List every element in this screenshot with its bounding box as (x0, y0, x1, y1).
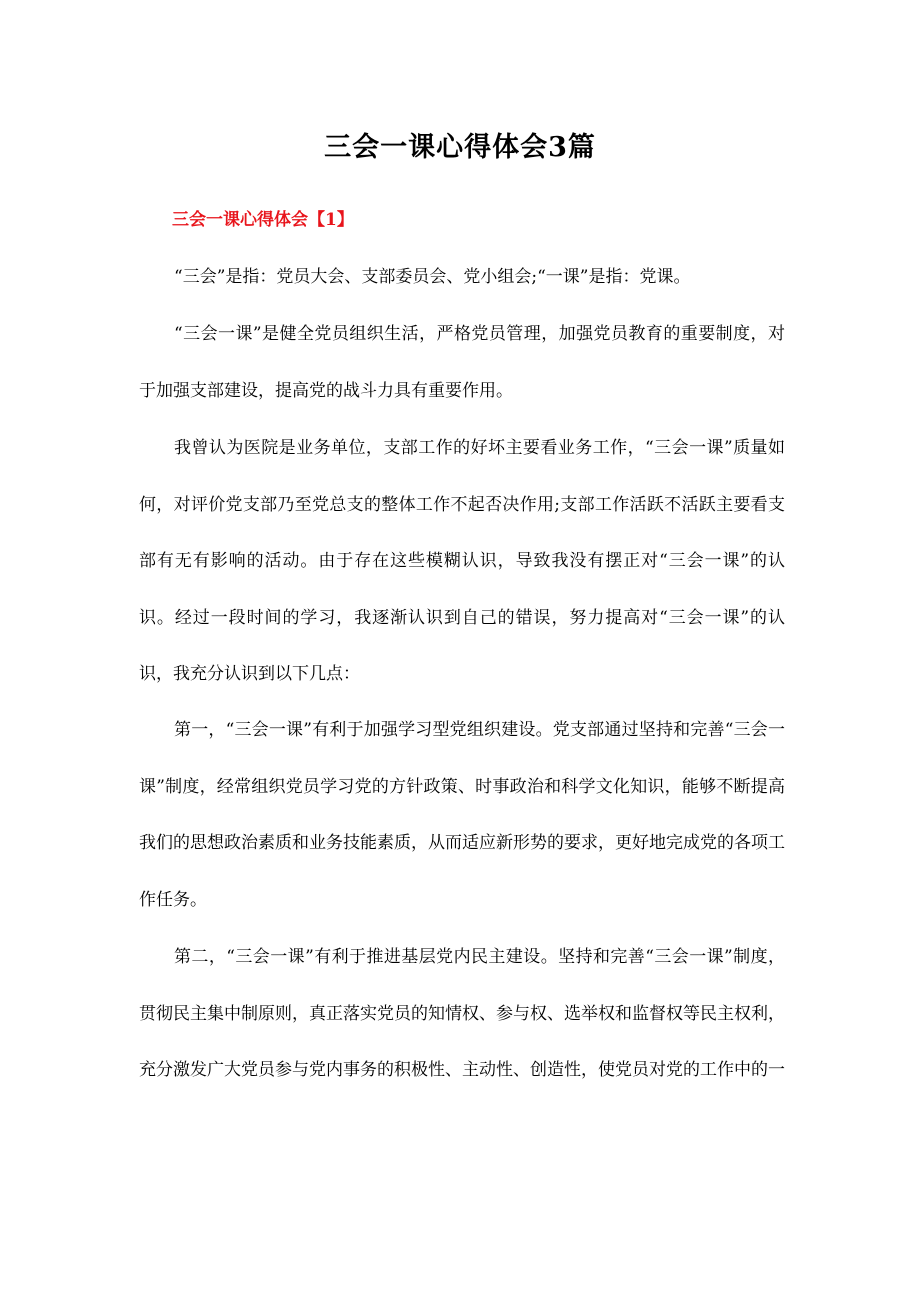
paragraph-2: “三会一课”是健全党员组织生活，严格党员管理，加强党员教育的重要制度，对于加强支部建设，提高党的战斗力具有重要作用。 (139, 324, 785, 401)
paragraph-5: 第二，“三会一课”有利于推进基层党内民主建设。坚持和完善“三会一课”制度，贯彻民主集中制原则，真正落实党员的知情权、参与权、选举权和监督权等民主权利，充分激发广大党员参与党内事务的积极性、主动性、创造性，使党员对党的工作中的一 (139, 947, 785, 1080)
paragraph-3: 我曾认为医院是业务单位，支部工作的好坏主要看业务工作，“三会一课”质量如何，对评价党支部乃至党总支的整体工作不起否决作用;支部工作活跃不活跃主要看支部有无有影响的活动。由于存在这些模糊认识，导致我没有摆正对“三会一课”的认识。经过一段时间的学习，我逐渐认识到自己的错误，努力提高对“三会一课”的认识，我充分认识到以下几点： (139, 438, 785, 684)
section-heading: 三会一课心得体会【1】 (172, 210, 354, 230)
paragraph-1: “三会”是指：党员大会、支部委员会、党小组会;“一课”是指：党课。 (174, 267, 691, 287)
document-title: 三会一课心得体会3篇 (324, 132, 596, 163)
paragraph-4: 第一，“三会一课”有利于加强学习型党组织建设。党支部通过坚持和完善“三会一课”制度，经常组织党员学习党的方针政策、时事政治和科学文化知识，能够不断提高我们的思想政治素质和业务技能素质，从而适应新形势的要求，更好地完成党的各项工作任务。 (139, 720, 785, 910)
